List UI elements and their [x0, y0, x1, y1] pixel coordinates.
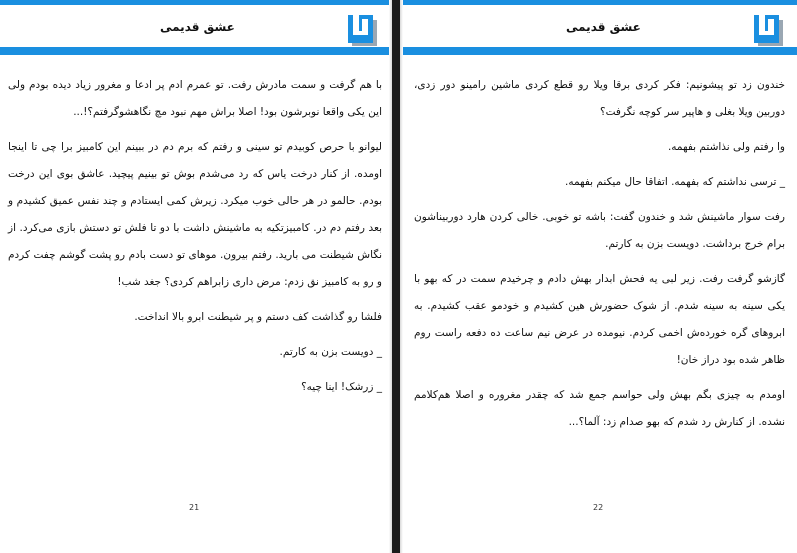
paragraph: با هم گرفت و سمت مادرش رفت. تو عمرم ادم پر ادعا و مغرور زیاد دیده بودم ولی این یکی واقعا نوبرشون بود! اصلا براش مهم نبود مچ نگاهشوگرفتم؟!...: [8, 79, 382, 118]
page-number: 21: [189, 503, 200, 512]
page-header: [0, 5, 392, 47]
book-logo-icon: [348, 11, 382, 47]
header-band: [0, 47, 392, 55]
paragraph: _ زرشک! اینا چیه؟: [301, 381, 382, 393]
paragraph: فلشا رو گذاشت کف دستم و پر شیطنت ابرو بالا انداخت.: [134, 311, 382, 323]
header-band: [400, 47, 797, 55]
paragraph: _ دویست بزن به کارتم.: [279, 346, 382, 358]
book-title: عشق قدیمی: [566, 20, 641, 34]
page-body: [400, 72, 797, 444]
paragraph: وا رفتم ولی نذاشتم بفهمه.: [667, 141, 785, 153]
gutter-shadow: [400, 0, 403, 553]
book-title: عشق قدیمی: [160, 20, 235, 34]
book-page-left: [0, 0, 392, 553]
paragraph: گازشو گرفت رفت. زیر لبی یه فحش ابدار بهش دادم و چرخیدم سمت در که بهو با یکی سینه به سینه شدم. از شوک حضورش هین کشیدم و خودمو عقب کشیدم. به ابروهای گره خورده‌ش اخمی کردم. نیومده در عرض نیم ساعت ده دفعه راست روم ظاهر شده بود دراز خان!: [414, 273, 785, 366]
page-header: [400, 5, 797, 47]
paragraph: لیوانو با حرص کوبیدم تو سینی و رفتم که برم دم در ببینم این کامبیز برا چی تا اینجا اومده. از کنار درخت یاس که رد می‌شدم بوش تو بینیم پیچید. عاشق بوی این درخت بودم. حالمو در هر حالی خوب میکرد. زیرش کمی ایستادم و چند نفس عمیق کشیدم و بعد رفتم دم در. کامبیزتکیه به ماشینش داشت با دو تا فلش تو دستش بازی می‌کرد. از نگاش شیطنت می بارید. رفتم بیرون. موهای تو دست بادم رو پشت گوشم چفت کردم و رو به کامبیز نق زدم: مرض داری زابراهم کردی؟ جغد شب!: [8, 141, 382, 288]
paragraph: اومدم به چیزی بگم بهش ولی حواسم جمع شد که چقدر مغروره و اصلا هم‌کلامم نشده. از کنارش رد شدم که بهو صدام زد: آلما؟...: [414, 389, 785, 428]
paragraph: رفت سوار ماشینش شد و خندون گفت: باشه تو خوبی. خالی کردن هارد دوربیناشون برام خرج برداشت. دویست بزن به کارتم.: [414, 211, 785, 250]
page-number: 22: [593, 503, 604, 512]
page-body: [0, 72, 392, 409]
book-page-right: [400, 0, 797, 553]
book-logo-icon: [754, 11, 788, 47]
paragraph: خندون زد تو پیشونیم: فکر کردی برقا ویلا رو قطع کردی ماشین رامینو دور زدی، دوربین ویلا بغلی و هاپیر سر کوچه نگرفت؟: [414, 79, 785, 118]
paragraph: _ ترسی نداشتم که بفهمه. اتفاقا حال میکنم بفهمه.: [564, 176, 785, 188]
gutter-shadow: [389, 0, 392, 553]
